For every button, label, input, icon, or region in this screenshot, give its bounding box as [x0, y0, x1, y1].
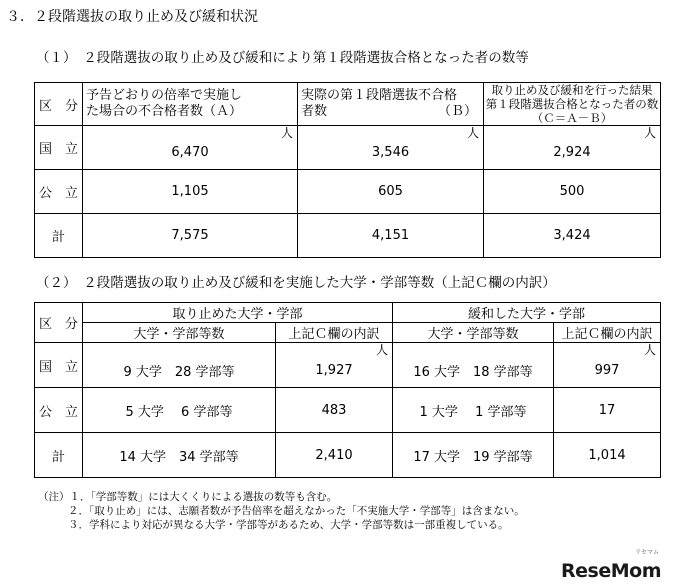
row-label: 公 立 — [35, 170, 83, 214]
page-heading: ３．２段階選抜の取り止め及び緩和状況 — [6, 9, 258, 25]
header-breakdown: 上記Ｃ欄の内訳 — [554, 323, 661, 343]
table-row — [35, 214, 661, 258]
table-section1 — [34, 82, 661, 258]
cell-relaxed-count: 17 大学 19 学部等 — [393, 433, 554, 478]
cell-b: 人 3,546 — [298, 126, 484, 170]
table-row — [35, 126, 661, 170]
header-group-stopped: 取り止めた大学・学部 — [83, 303, 393, 323]
cell-stopped-c: 483 — [276, 388, 393, 433]
table-row — [35, 388, 661, 433]
header-breakdown: 上記Ｃ欄の内訳 — [276, 323, 393, 343]
cell-a: 1,105 — [83, 170, 298, 214]
header-col-b: 実際の第１段階選抜不合格 者数 （Ｂ） — [298, 83, 484, 126]
cell-c: 3,424 — [484, 214, 661, 258]
header-count: 大学・学部等数 — [83, 323, 276, 343]
cell-stopped-c: 2,410 — [276, 433, 393, 478]
header-col-c: 取り止め及び緩和を行った結果 第１段階選抜合格となった者の数 （Ｃ＝Ａ－Ｂ） — [484, 83, 661, 126]
cell-relaxed-c: 17 — [554, 388, 661, 433]
row-label: 計 — [35, 214, 83, 258]
cell-stopped-count: 9 大学 28 学部等 — [83, 343, 276, 388]
cell-relaxed-count: 1 大学 1 学部等 — [393, 388, 554, 433]
section2-title: （２） ２段階選抜の取り止め及び緩和を実施した大学・学部等数（上記Ｃ欄の内訳） — [36, 275, 556, 291]
row-label: 公 立 — [35, 388, 83, 433]
cell-relaxed-count: 16 大学 18 学部等 — [393, 343, 554, 388]
cell-b: 605 — [298, 170, 484, 214]
cell-b: 4,151 — [298, 214, 484, 258]
header-col-a: 予告どおりの倍率で実施し た場合の不合格者数（Ａ） — [83, 83, 298, 126]
cell-relaxed-c: 1,014 — [554, 433, 661, 478]
logo-subtext: リセマム — [635, 549, 659, 556]
row-label: 国 立 — [35, 126, 83, 170]
cell-stopped-count: 14 大学 34 学部等 — [83, 433, 276, 478]
cell-c: 人 2,924 — [484, 126, 661, 170]
table-row — [35, 343, 661, 388]
cell-stopped-count: 5 大学 6 学部等 — [83, 388, 276, 433]
table-row — [35, 433, 661, 478]
header-category: 区 分 — [35, 303, 83, 343]
row-label: 国 立 — [35, 343, 83, 388]
section1-title: （１） ２段階選抜の取り止め及び緩和により第１段階選抜合格となった者の数等 — [36, 50, 529, 66]
header-group-relaxed: 緩和した大学・学部 — [393, 303, 661, 323]
cell-a: 7,575 — [83, 214, 298, 258]
note-1: （注）１．「学部等数」には大くくりによる選抜の数等も含む。 — [38, 491, 338, 503]
table-section2 — [34, 302, 661, 478]
cell-relaxed-c: 人 997 — [554, 343, 661, 388]
resemom-logo: ReseMom — [561, 560, 661, 582]
table-row — [35, 170, 661, 214]
note-3: ３．学科により対応が異なる大学・学部等があるため、大学・学部等数は一部重複している。 — [68, 519, 509, 531]
cell-a: 人 6,470 — [83, 126, 298, 170]
header-count: 大学・学部等数 — [393, 323, 554, 343]
header-category: 区 分 — [35, 83, 83, 126]
cell-c: 500 — [484, 170, 661, 214]
row-label: 計 — [35, 433, 83, 478]
cell-stopped-c: 人 1,927 — [276, 343, 393, 388]
note-2: ２．「取り止め」には、志願者数が予告倍率を超えなかった「不実施大学・学部等」は含まない。 — [68, 505, 525, 517]
